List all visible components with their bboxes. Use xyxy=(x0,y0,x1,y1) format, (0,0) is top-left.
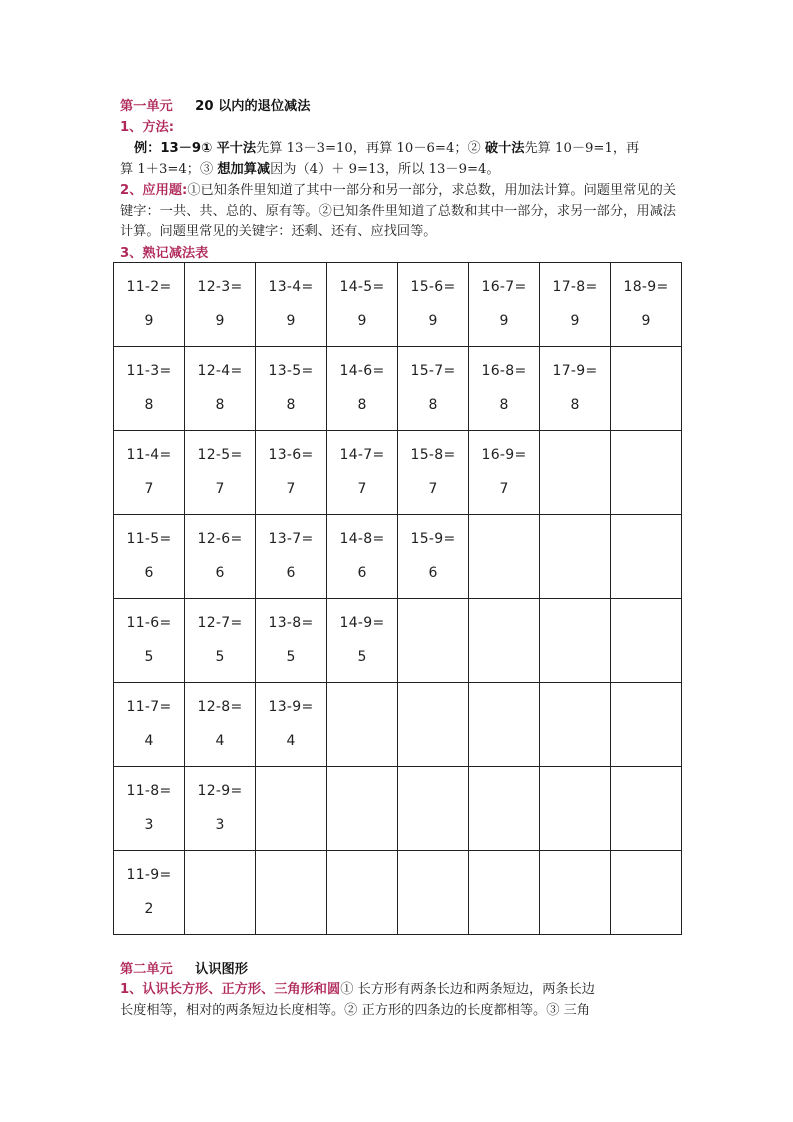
answer-text xyxy=(327,731,397,751)
table-cell xyxy=(327,599,398,683)
table-row xyxy=(114,683,682,767)
unit1-heading xyxy=(120,97,310,117)
equation-text: 15-8= xyxy=(410,447,456,463)
table-cell xyxy=(540,599,611,683)
equation-text: 13-4= xyxy=(268,279,314,295)
answer-text: 3 xyxy=(215,817,225,833)
table-cell xyxy=(185,431,256,515)
table-cell xyxy=(398,599,469,683)
table-cell xyxy=(611,851,682,935)
table-row xyxy=(114,263,682,347)
equation-text: 13-5= xyxy=(268,363,314,379)
answer-text xyxy=(469,899,539,919)
equation-text: 12-7= xyxy=(197,615,243,631)
answer-text xyxy=(611,815,681,835)
table-cell xyxy=(114,683,185,767)
answer-text: 9 xyxy=(570,313,580,329)
table-cell xyxy=(114,599,185,683)
table-cell xyxy=(398,683,469,767)
table-row xyxy=(114,767,682,851)
equation-text xyxy=(398,697,468,717)
equation-text: 12-8= xyxy=(197,699,243,715)
answer-text xyxy=(469,647,539,667)
answer-text xyxy=(540,647,610,667)
answer-text: 4 xyxy=(144,733,154,749)
table-cell xyxy=(469,347,540,431)
equation-text: 13-6= xyxy=(268,447,314,463)
table-cell xyxy=(611,263,682,347)
answer-text xyxy=(540,479,610,499)
unit1-subtitle: 20 以内的退位减法 xyxy=(195,99,311,114)
equation-text: 11-6= xyxy=(126,615,172,631)
method-heading: 1、方法: xyxy=(120,120,175,135)
answer-text: 6 xyxy=(144,565,154,581)
table-cell xyxy=(469,431,540,515)
table-cell xyxy=(398,347,469,431)
table-cell xyxy=(611,599,682,683)
answer-text xyxy=(540,563,610,583)
answer-text: 6 xyxy=(286,565,296,581)
equation-text: 11-7= xyxy=(126,699,172,715)
unit2-section-heading: 1、认识长方形、正方形、三角形和圆 xyxy=(120,982,341,997)
table-cell xyxy=(185,263,256,347)
table-cell xyxy=(611,347,682,431)
table-cell xyxy=(540,263,611,347)
answer-text: 7 xyxy=(286,481,296,497)
equation-text: 12-4= xyxy=(197,363,243,379)
table-cell xyxy=(185,851,256,935)
equation-text: 14-8= xyxy=(339,531,385,547)
equation-text: 18-9= xyxy=(623,279,669,295)
table-cell xyxy=(469,851,540,935)
equation-text xyxy=(611,361,681,381)
table-cell xyxy=(327,515,398,599)
example-lead: 例：13－9① xyxy=(134,141,213,156)
table-cell xyxy=(327,683,398,767)
answer-text: 7 xyxy=(499,481,509,497)
equation-text: 14-7= xyxy=(339,447,385,463)
equation-text: 14-6= xyxy=(339,363,385,379)
equation-text xyxy=(398,865,468,885)
table-row xyxy=(114,851,682,935)
table-cell xyxy=(256,599,327,683)
equation-text xyxy=(327,697,397,717)
answer-text: 8 xyxy=(499,397,509,413)
table-cell xyxy=(398,515,469,599)
answer-text: 2 xyxy=(144,901,154,917)
answer-text xyxy=(611,479,681,499)
equation-text: 16-8= xyxy=(481,363,527,379)
equation-text xyxy=(469,781,539,801)
equation-text xyxy=(540,613,610,633)
equation-text xyxy=(327,781,397,801)
table-row xyxy=(114,599,682,683)
application-paragraph xyxy=(120,181,676,243)
equation-text: 13-9= xyxy=(268,699,314,715)
table-cell xyxy=(611,767,682,851)
table-cell xyxy=(469,515,540,599)
answer-text: 4 xyxy=(286,733,296,749)
table-row xyxy=(114,515,682,599)
table-cell xyxy=(327,851,398,935)
equation-text xyxy=(611,445,681,465)
method-line2-start: 算 1＋3=4；③ xyxy=(120,162,214,177)
unit2-line1 xyxy=(120,980,595,1000)
method-name-xiangjia: 想加算减 xyxy=(217,162,271,177)
table-cell xyxy=(185,347,256,431)
equation-text xyxy=(398,613,468,633)
method-text-poshi: 先算 10－9=1，再 xyxy=(524,141,640,156)
table-cell xyxy=(469,263,540,347)
answer-text xyxy=(256,815,326,835)
table-cell xyxy=(540,767,611,851)
equation-text: 12-9= xyxy=(197,783,243,799)
answer-text xyxy=(185,899,255,919)
table-cell xyxy=(398,767,469,851)
answer-text: 8 xyxy=(215,397,225,413)
answer-text: 5 xyxy=(357,649,367,665)
answer-text xyxy=(611,899,681,919)
table-cell xyxy=(327,263,398,347)
table-cell xyxy=(398,263,469,347)
unit2-title: 第二单元 xyxy=(120,962,173,977)
table-cell xyxy=(256,515,327,599)
answer-text: 7 xyxy=(428,481,438,497)
table-cell xyxy=(185,515,256,599)
table-cell xyxy=(398,851,469,935)
table-cell xyxy=(540,515,611,599)
method-text-pingshi: 先算 13－3=10，再算 10－6=4；② xyxy=(256,141,481,156)
table-cell xyxy=(540,851,611,935)
table-cell xyxy=(256,347,327,431)
equation-text: 16-7= xyxy=(481,279,527,295)
answer-text: 9 xyxy=(286,313,296,329)
equation-text xyxy=(611,697,681,717)
answer-text xyxy=(398,815,468,835)
answer-text: 3 xyxy=(144,817,154,833)
table-cell xyxy=(114,515,185,599)
answer-text: 8 xyxy=(357,397,367,413)
equation-text xyxy=(540,781,610,801)
table-cell xyxy=(469,767,540,851)
equation-text: 11-4= xyxy=(126,447,172,463)
table-cell xyxy=(185,599,256,683)
equation-text xyxy=(469,697,539,717)
equation-text xyxy=(611,613,681,633)
table-cell xyxy=(469,599,540,683)
answer-text: 9 xyxy=(641,313,651,329)
answer-text xyxy=(469,815,539,835)
equation-text: 14-9= xyxy=(339,615,385,631)
answer-text xyxy=(611,395,681,415)
table-cell xyxy=(114,263,185,347)
answer-text: 6 xyxy=(357,565,367,581)
equation-text xyxy=(185,865,255,885)
answer-text: 5 xyxy=(286,649,296,665)
table-cell xyxy=(327,431,398,515)
answer-text: 8 xyxy=(286,397,296,413)
unit2-text-line1: ① 长方形有两条长边和两条短边，两条长边 xyxy=(340,982,595,997)
equation-text: 12-3= xyxy=(197,279,243,295)
equation-text: 17-9= xyxy=(552,363,598,379)
unit2-subtitle: 认识图形 xyxy=(195,962,248,977)
table-cell xyxy=(256,767,327,851)
answer-text: 6 xyxy=(428,565,438,581)
equation-text: 15-9= xyxy=(410,531,456,547)
table-cell xyxy=(256,683,327,767)
answer-text: 7 xyxy=(357,481,367,497)
equation-text: 13-7= xyxy=(268,531,314,547)
answer-text xyxy=(611,647,681,667)
table-row xyxy=(114,431,682,515)
equation-text: 11-5= xyxy=(126,531,172,547)
table-cell xyxy=(398,431,469,515)
equation-text: 12-6= xyxy=(197,531,243,547)
table-cell xyxy=(256,851,327,935)
equation-text xyxy=(469,529,539,549)
equation-text: 15-6= xyxy=(410,279,456,295)
equation-text: 12-5= xyxy=(197,447,243,463)
answer-text: 8 xyxy=(144,397,154,413)
answer-text: 7 xyxy=(215,481,225,497)
answer-text: 9 xyxy=(499,313,509,329)
answer-text: 7 xyxy=(144,481,154,497)
method-name-pingshi: 平十法 xyxy=(216,141,257,156)
equation-text xyxy=(611,529,681,549)
table-cell xyxy=(611,431,682,515)
answer-text: 9 xyxy=(357,313,367,329)
equation-text xyxy=(398,781,468,801)
equation-text xyxy=(327,865,397,885)
answer-text xyxy=(611,563,681,583)
table-cell xyxy=(469,683,540,767)
equation-text xyxy=(540,865,610,885)
answer-text xyxy=(327,815,397,835)
answer-text xyxy=(398,731,468,751)
answer-text xyxy=(540,815,610,835)
answer-text: 5 xyxy=(144,649,154,665)
table-cell xyxy=(256,431,327,515)
method-text-xiangjia: 因为（4）＋ 9=13，所以 13－9=4。 xyxy=(270,162,500,177)
application-text: ①已知条件里知道了其中一部分和另一部分，求总数，用加法计算。问题里常见的关键字：一共、共、总的、原有等。②已知条件里知道了总数和其中一部分，求另一部分，用减法计算。问题里常见的关键字：还剩、还有、应找回等。 xyxy=(120,183,677,239)
equation-text: 17-8= xyxy=(552,279,598,295)
answer-text: 9 xyxy=(144,313,154,329)
table-cell xyxy=(185,683,256,767)
equation-text xyxy=(540,697,610,717)
answer-text xyxy=(398,647,468,667)
equation-text: 16-9= xyxy=(481,447,527,463)
table-cell xyxy=(327,767,398,851)
answer-text: 4 xyxy=(215,733,225,749)
unit2-heading xyxy=(120,960,248,980)
equation-text xyxy=(611,865,681,885)
table-cell xyxy=(114,431,185,515)
table-cell xyxy=(540,347,611,431)
equation-text xyxy=(540,445,610,465)
answer-text xyxy=(398,899,468,919)
equation-text: 11-3= xyxy=(126,363,172,379)
answer-text: 5 xyxy=(215,649,225,665)
equation-text: 11-8= xyxy=(126,783,172,799)
answer-text xyxy=(540,731,610,751)
table-cell xyxy=(540,683,611,767)
table-heading: 3、熟记减法表 xyxy=(120,246,209,261)
method-example-line1 xyxy=(134,139,639,159)
answer-text xyxy=(540,899,610,919)
answer-text xyxy=(611,731,681,751)
table-cell xyxy=(327,347,398,431)
equation-text: 11-2= xyxy=(126,279,172,295)
answer-text: 9 xyxy=(215,313,225,329)
table-cell xyxy=(256,263,327,347)
answer-text: 9 xyxy=(428,313,438,329)
table-cell xyxy=(114,851,185,935)
table-cell xyxy=(114,767,185,851)
table-cell xyxy=(540,431,611,515)
answer-text xyxy=(256,899,326,919)
equation-text xyxy=(540,529,610,549)
equation-text xyxy=(256,865,326,885)
equation-text xyxy=(469,865,539,885)
answer-text xyxy=(469,563,539,583)
method-example-line2 xyxy=(120,160,500,180)
equation-text: 14-5= xyxy=(339,279,385,295)
equation-text xyxy=(611,781,681,801)
table-cell xyxy=(611,515,682,599)
equation-text: 13-8= xyxy=(268,615,314,631)
answer-text xyxy=(327,899,397,919)
subtraction-table xyxy=(113,262,682,935)
equation-text: 15-7= xyxy=(410,363,456,379)
table-cell xyxy=(114,347,185,431)
table-row xyxy=(114,347,682,431)
answer-text: 8 xyxy=(428,397,438,413)
unit1-title: 第一单元 xyxy=(120,99,173,114)
unit2-line2: 长度相等，相对的两条短边长度相等。② 正方形的四条边的长度都相等。③ 三角 xyxy=(120,1003,590,1018)
method-name-poshi: 破十法 xyxy=(484,141,525,156)
equation-text: 11-9= xyxy=(126,867,172,883)
answer-text: 6 xyxy=(215,565,225,581)
equation-text xyxy=(256,781,326,801)
table-cell xyxy=(185,767,256,851)
table-cell xyxy=(611,683,682,767)
answer-text: 8 xyxy=(570,397,580,413)
equation-text xyxy=(469,613,539,633)
application-heading: 2、应用题: xyxy=(120,183,188,198)
answer-text xyxy=(469,731,539,751)
